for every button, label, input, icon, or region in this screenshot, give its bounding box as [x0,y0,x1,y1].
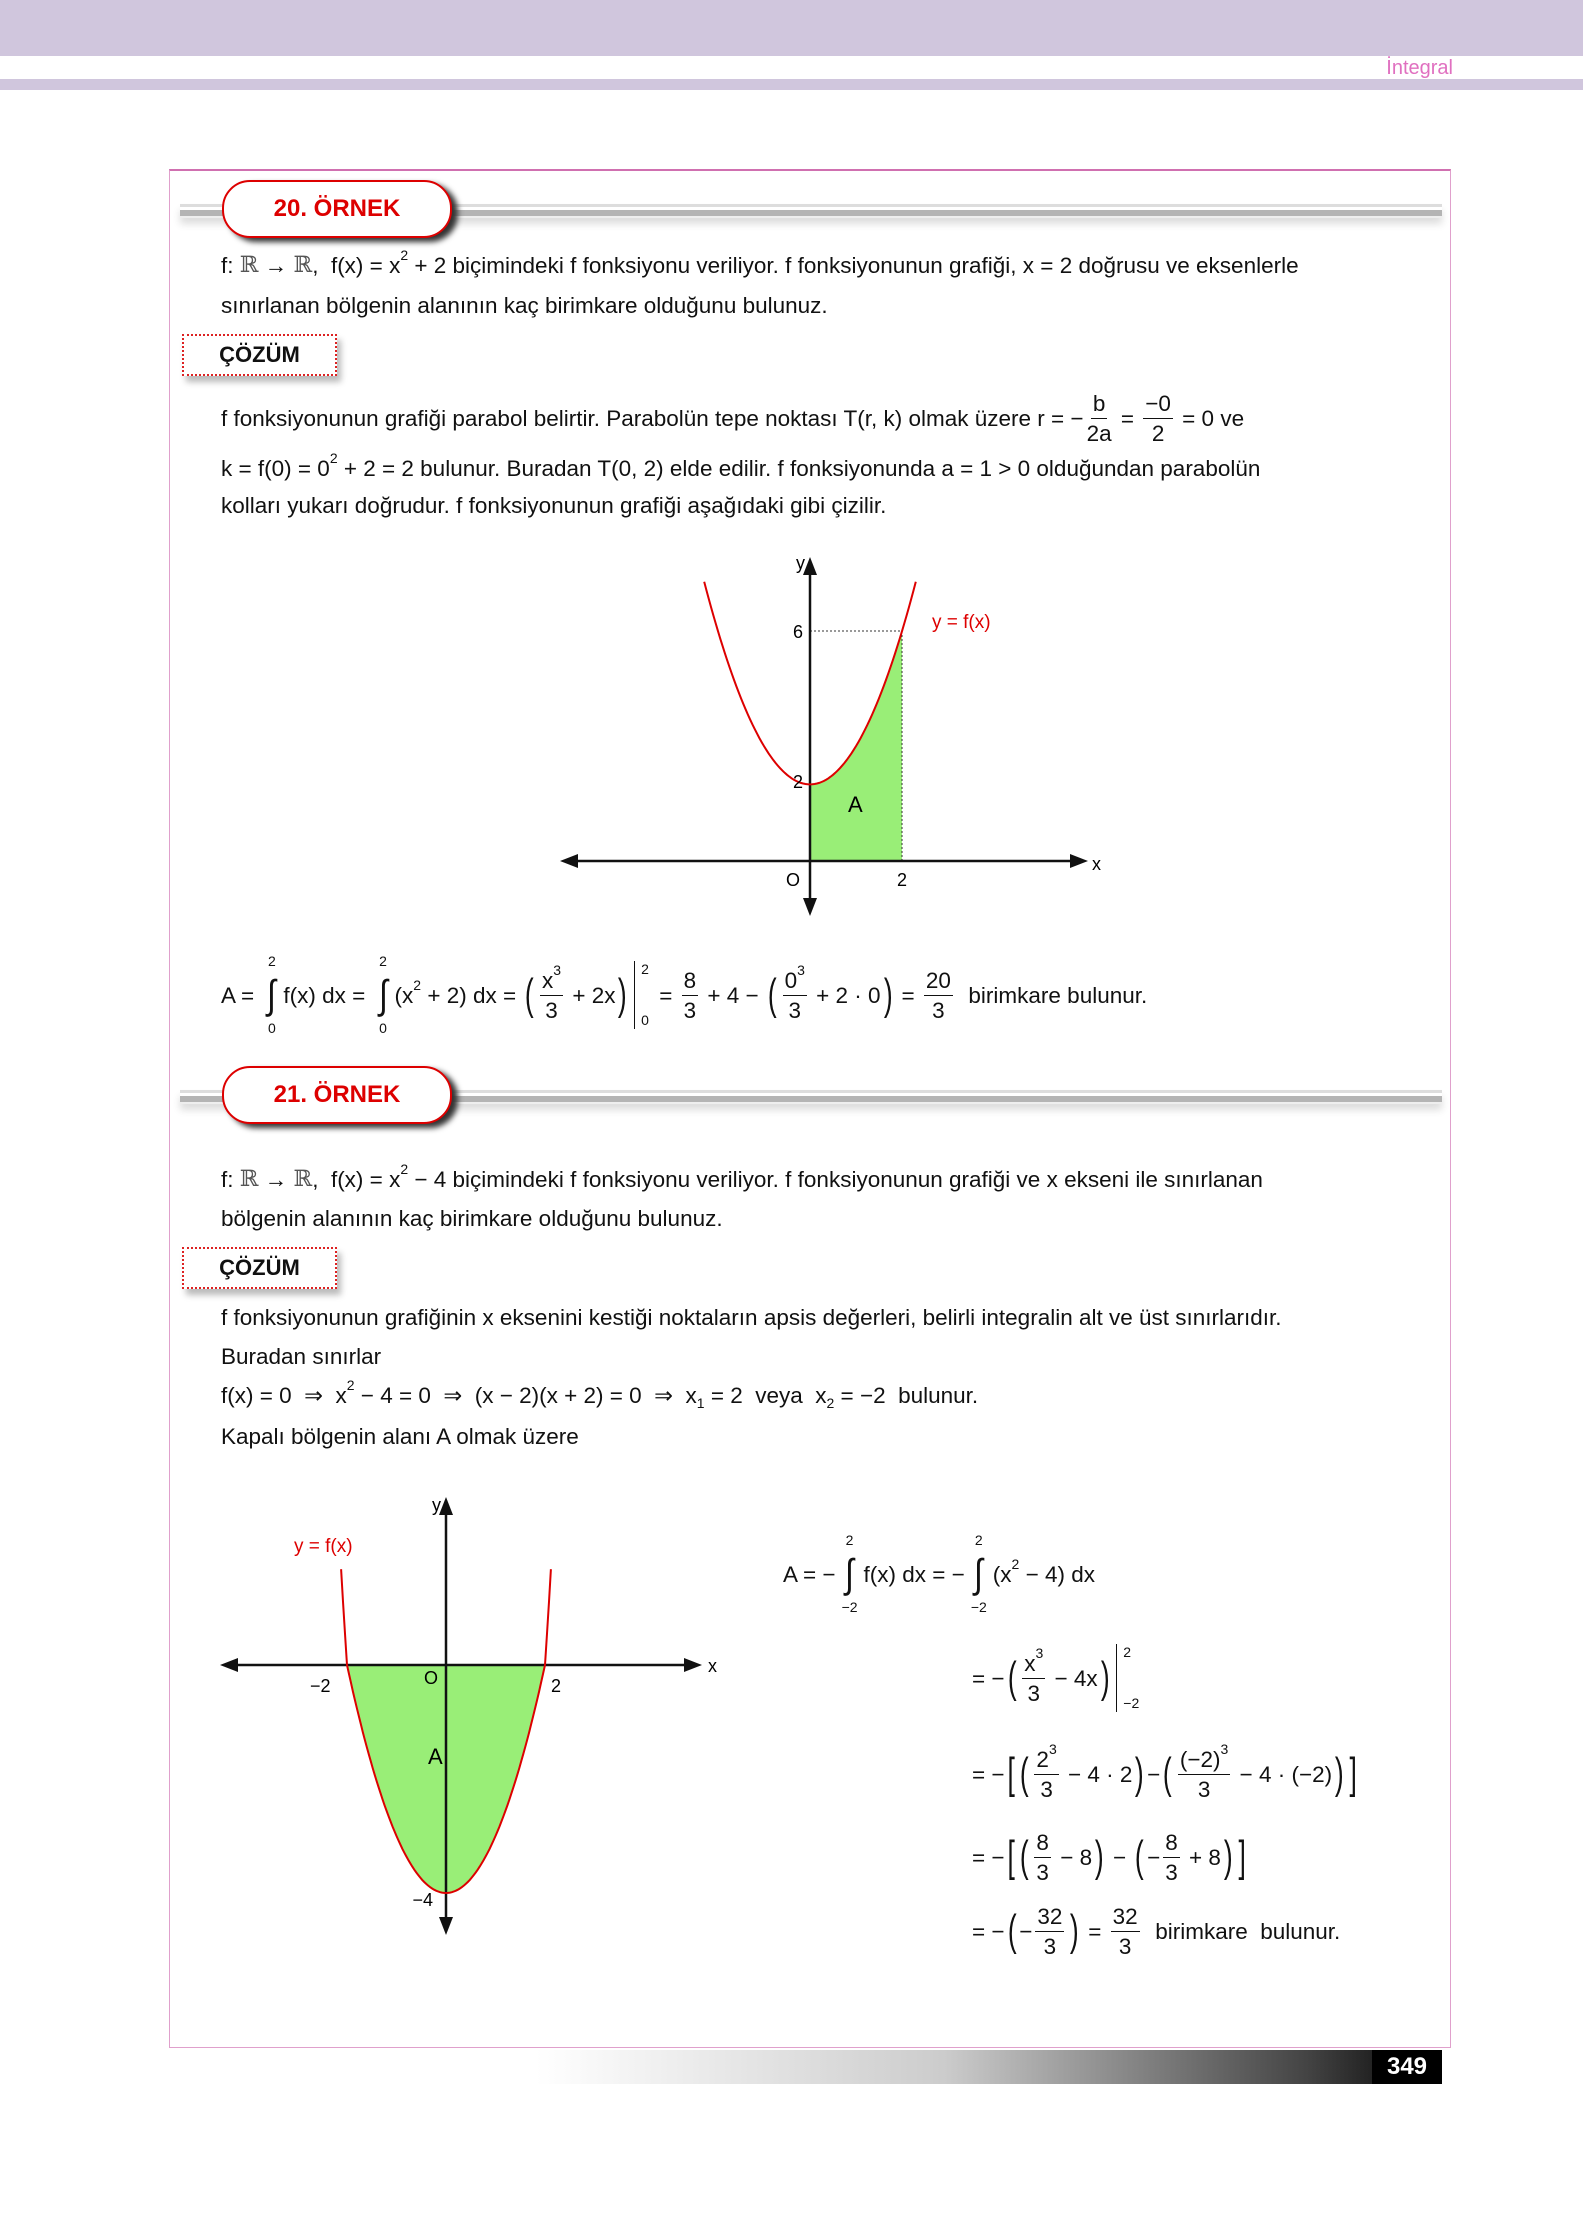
math-text: 3 [1040,1776,1053,1802]
y-axis-up-arrow [439,1497,453,1515]
bracket: ) [1100,1652,1110,1702]
ex21-formula-line-5 [972,1896,1340,1966]
example-20-badge: 20. ÖRNEK [222,180,452,238]
math-text: 2 [1151,420,1165,446]
y-axis-label: y [432,1495,441,1515]
math-text: 3 [1165,1859,1178,1885]
ex21-formula-line-3 [972,1732,1359,1816]
math-text: + 2 = 2 bulunur. Buradan T(0, 2) elde edilir. f fonksiyonunda a = 1 > 0 olduğundan parabolün [337,456,1261,481]
denominator [1036,1858,1049,1886]
ex21-formula-line-1 [783,1524,1095,1624]
math-text: = [1082,1918,1108,1944]
math-text: 3 [1118,1933,1132,1959]
math-text: + 8 [1182,1844,1221,1870]
math-text: 3 [1027,1680,1040,1706]
math-text: − 4 · 2 [1061,1761,1133,1787]
fraction [1163,1829,1180,1886]
example-21-badge: 21. ÖRNEK [222,1066,452,1124]
math-text: + 2) dx = [421,982,523,1008]
region-label: A [848,792,863,817]
bracket: [ [1006,1748,1015,1798]
chapter-title: İntegral [1386,57,1453,79]
ex21-formula-line-4 [972,1822,1248,1892]
bracket: ( [1135,1831,1145,1881]
lower-limit: −2 [970,1599,987,1615]
bracket: ) [1095,1831,1104,1881]
math-text: = [895,982,921,1008]
bracket: ) [1070,1905,1080,1955]
superscript: 3 [797,961,805,978]
superscript: 2 [413,976,422,993]
x-axis-left-arrow [220,1658,238,1672]
math-text: − 4) dx [1019,1561,1096,1587]
integral-symbol: ∫ [378,973,388,1017]
math-text: f(x) dx = − [863,1561,965,1587]
x-axis-label: x [708,1656,717,1676]
x-axis-right-arrow [684,1658,702,1672]
superscript: 2 [1011,1555,1020,1572]
math-text: x [542,967,554,993]
math-text: 3 [1197,1776,1211,1802]
real-numbers-symbol: ℝ [293,1166,313,1192]
math-text: 3 [683,997,697,1023]
math-text: , f(x) = x [312,253,401,278]
ex20-solution-label: ÇÖZÜM [182,334,337,376]
x-tick-2: 2 [551,1676,562,1696]
math-text: − 4 · (−2) [1233,1761,1333,1787]
math-text: sınırlanan bölgenin alanının kaç birimkare olduğunu bulunuz. [221,293,828,318]
denominator [1119,1932,1132,1960]
subscript: 2 [826,1395,835,1412]
upper-limit: 2 [379,953,387,970]
math-text: − 4 biçimindeki f fonksiyonu veriliyor. f fonksiyonunun grafiği ve x ekseni ile sınırlanan [408,1167,1263,1192]
bracket: ) [1335,1748,1344,1798]
denominator [1040,1775,1053,1803]
integral-symbol: ∫ [267,973,277,1017]
footer-gradient-bar [536,2050,1442,2084]
real-numbers-symbol: ℝ [239,1166,259,1192]
math-text: 8 [683,967,697,993]
math-text: Kapalı bölgenin alanı A olmak üzere [221,1424,579,1449]
lower-limit: −2 [841,1599,858,1615]
math-text: + 4 − [701,982,765,1008]
denominator [1027,1679,1040,1707]
denominator [1044,1932,1057,1960]
math-text: bölgenin alanının kaç birimkare olduğunu bulunuz. [221,1206,723,1231]
math-text: , f(x) = x [312,1167,401,1192]
math-text: 3 [545,997,558,1023]
integral-symbol: ∫ [974,1552,984,1596]
math-text: 0 [784,967,798,993]
math-text: b [1092,390,1106,416]
numerator [1035,1903,1064,1932]
math-text: = − [972,1761,1005,1787]
math-text: f(x) = 0 ⇒ x [221,1383,347,1408]
lower-limit: 0 [641,1012,649,1029]
math-text: 2a [1086,420,1112,446]
math-text: 3 [788,997,801,1023]
math-text: = 2 veya x [704,1383,827,1408]
math-text: k = f(0) = 0 [221,456,330,481]
page-number: 349 [1372,2050,1442,2084]
math-text: 32 [1037,1903,1063,1929]
ex21-formula-line-2 [972,1636,1143,1720]
fraction [1111,1903,1140,1960]
real-numbers-symbol: ℝ [293,252,313,278]
bracket: ( [1007,1652,1017,1702]
math-text: → [258,1167,294,1192]
numerator [1022,1644,1045,1679]
math-text: − [1106,1844,1133,1870]
math-text: = [1114,405,1141,431]
bracket: ] [1237,1831,1246,1881]
math-text: (−2) [1179,1746,1221,1772]
bracket: ) [883,969,893,1019]
bracket: ) [618,969,628,1019]
math-text: − 8 [1053,1844,1093,1870]
integral-sign [842,1532,858,1616]
real-numbers-symbol: ℝ [239,252,259,278]
math-text: 32 [1112,1903,1138,1929]
lower-limit: 0 [268,1020,276,1036]
math-text: A = − [783,1561,836,1587]
math-text: = − [972,1844,1005,1870]
math-text: (x [992,1561,1012,1587]
math-text: = − [972,1665,1005,1691]
math-text: f: [221,1167,240,1192]
math-text: f fonksiyonunun grafiği parabol belirtir. Parabolün tepe noktası T(r, k) olmak üzere r = − [221,405,1084,431]
evaluation-bar [1116,1644,1139,1712]
math-text: 2 [1036,1746,1049,1772]
math-text: 8 [1165,1829,1178,1855]
math-text: = −2 bulunur. [834,1383,979,1408]
math-text: 3 [1043,1933,1057,1959]
numerator [1178,1740,1230,1775]
math-text: 20 [925,967,951,993]
numerator [1034,1740,1058,1775]
curve-label: y = f(x) [932,612,991,633]
lower-limit: −2 [1123,1695,1140,1712]
bracket: ( [1019,1748,1029,1798]
math-text: f(x) dx = [283,982,372,1008]
superscript: 2 [400,247,409,264]
upper-limit: 2 [268,953,276,970]
math-text: kolları yukarı doğrudur. f fonksiyonunun grafiği aşağıdaki gibi çizilir. [221,493,887,518]
math-text: + 2x [566,982,616,1008]
bracket: ( [1163,1748,1172,1798]
denominator [1165,1858,1178,1886]
origin-label: O [786,870,801,890]
math-text: − 4 = 0 ⇒ (x − 2)(x + 2) = 0 ⇒ x [354,1383,697,1408]
superscript: 2 [346,1377,355,1394]
math-text: − [1147,1844,1161,1870]
math-text: = [652,982,679,1008]
bracket: ( [1019,1831,1029,1881]
upper-limit: 2 [1123,1644,1132,1660]
math-text: − [1019,1918,1033,1944]
superscript: 3 [1220,1740,1229,1757]
math-text: = 0 ve [1175,405,1245,431]
math-text: f fonksiyonunun grafiğinin x eksenini kestiği noktaların apsis değerleri, belirli integralin alt ve üst sınırlarıdır. [221,1305,1282,1330]
denominator [1198,1775,1211,1803]
math-text: 3 [1036,1859,1049,1885]
numerator [1034,1829,1051,1858]
y-tick-2: 2 [792,772,803,792]
bracket: [ [1006,1831,1015,1881]
bracket: ( [1007,1905,1017,1955]
bracket: ( [767,969,777,1019]
x-tick-2: 2 [897,870,908,890]
y-tick-6: 6 [792,622,803,642]
fraction [1022,1644,1045,1707]
fraction [1034,1829,1051,1886]
y-axis-down-arrow [439,1917,453,1935]
curve-label: y = f(x) [294,1536,353,1557]
upper-limit: 2 [845,1532,854,1549]
math-text: = − [972,1918,1005,1944]
lower-limit: 0 [379,1020,387,1036]
origin-label: O [424,1668,439,1688]
x-axis-label: x [1092,854,1101,874]
region-label: A [428,1744,443,1769]
math-text: − 4x [1048,1665,1098,1691]
bracket: ( [525,969,535,1019]
math-text: 3 [932,997,945,1023]
math-text: (x [394,982,414,1008]
fraction [1178,1740,1230,1803]
bracket: ) [1223,1831,1233,1881]
bracket: ] [1349,1748,1357,1798]
math-text: f: [221,253,240,278]
upper-limit: 2 [974,1532,983,1549]
math-text: A = [221,982,261,1008]
math-text: + 2 · 0 [809,982,881,1008]
math-text: birimkare bulunur. [1142,1918,1341,1944]
math-text: + 2 biçimindeki f fonksiyonu veriliyor. f fonksiyonunun grafiği, x = 2 doğrusu ve eksenlerle [408,253,1299,278]
upper-limit: 2 [641,961,649,977]
integral-sign [971,1532,987,1616]
superscript: 2 [329,450,338,467]
numerator [1111,1903,1140,1932]
fraction [1034,1740,1058,1803]
numerator [1163,1829,1180,1858]
integral-symbol: ∫ [845,1552,854,1596]
math-text: 8 [1036,1829,1049,1855]
math-text: → [258,253,294,278]
y-tick-neg-4: −4 [412,1890,433,1910]
superscript: 3 [553,961,562,978]
superscript: 2 [400,1161,409,1178]
superscript: 3 [1048,1740,1057,1757]
math-text: x [1024,1650,1036,1676]
math-text: Buradan sınırlar [221,1344,382,1369]
ex21-solution-label: ÇÖZÜM [182,1247,337,1289]
math-text: − [1147,1761,1161,1787]
math-text: −0 [1145,390,1171,416]
math-text: birimkare bulunur. [955,982,1148,1008]
fraction [1035,1903,1064,1960]
subscript: 1 [696,1395,705,1412]
bracket: ) [1135,1748,1145,1798]
y-axis-label: y [796,553,805,573]
superscript: 3 [1035,1644,1044,1661]
x-tick-neg-2: −2 [310,1676,331,1696]
